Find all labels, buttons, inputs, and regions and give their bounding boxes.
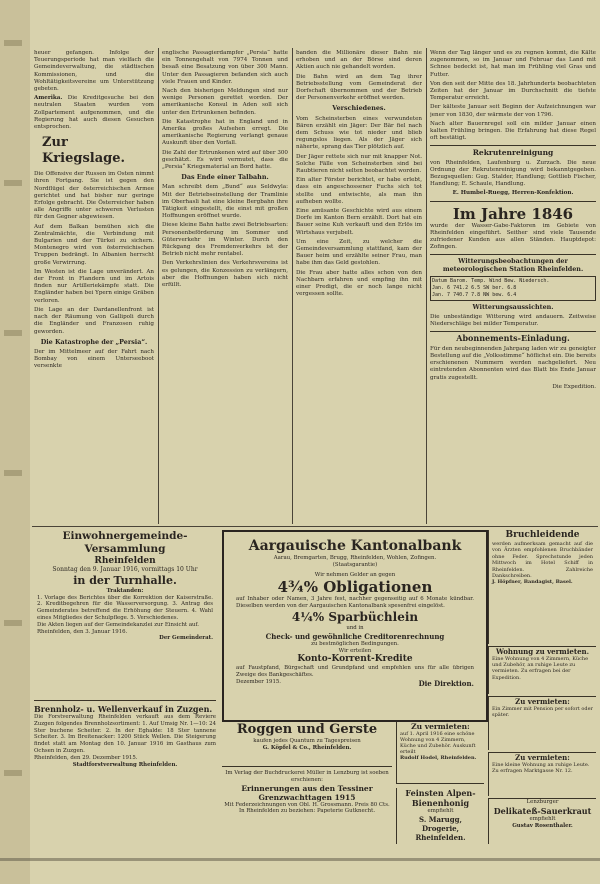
article-text: Die Lage an der Dardanellenfront ist nach der Räumung von Gallipoli durch die Engländer und Franzosen ruhig geworden.: [34, 306, 154, 335]
ad-signature: Die Expedition.: [552, 383, 596, 390]
article-label: Amerika.: [34, 95, 63, 102]
article-text: Der Jäger rettete sich nur mit knapper Not. Solche Fälle von Scheinsterben sind bei Raubtieren nicht selten beobachtet worden.: [296, 153, 422, 175]
bank-lead: Wir erteilen: [338, 647, 372, 654]
bank-text: auf Faustpfand, Bürgschaft und Grundpfand und empfehlen uns für alle übrigen Zweige des Bankgeschäftes.: [236, 665, 474, 679]
ad-title: Delikateß-Sauerkraut: [493, 805, 592, 816]
binding-margin: [0, 0, 32, 884]
ad-signature: Der Gemeinderat.: [159, 635, 213, 642]
divider: [430, 254, 596, 255]
ad-signature: Rudolf Hodel, Rheinfelden.: [400, 755, 477, 761]
weather-table-row: Jan. 6 741.2 6.5 SW ber. 6.8: [432, 284, 517, 291]
margin-strip: [4, 770, 22, 776]
section-heading: Zur Kriegslage.: [42, 135, 126, 167]
ad-text: Mit Federzeichnungen von Obl. H. Grossmann. Preis 80 Cts.: [224, 801, 390, 808]
bank-product: Konto-Korrent-Kredite: [297, 654, 413, 665]
ad-brennholz: [34, 704, 216, 850]
column-2: [162, 50, 288, 524]
ad-title: Bruchleidende: [505, 530, 580, 540]
bank-conditions: zu bestmöglichen Bedingungen.: [311, 640, 399, 647]
bank-product: Sparbüchlein: [328, 609, 419, 624]
article-text: Nach alter Bauernregel soll ein milder Januar einen kalten Frühling bringen. Die Erfahrung hat diese Regel oft bestätigt.: [430, 120, 596, 142]
ad-text: Eine Wohnung von 4 Zimmern, Küche und Zubehör, an ruhige Leute zu vermieten. Zu erfragen bei der Expedition.: [492, 656, 589, 681]
ad-text: auf 1. April 1916 eine schöne Wohnung von 4 Zimmern, Küche und Zubehör. Auskunft erteilt: [400, 731, 476, 755]
article-text: Der kälteste Januar seit Beginn der Aufzeichnungen war jener von 1830, der wärmste der von 1796.: [430, 104, 596, 118]
article-text: englische Passagierdampfer „Persia“ hatte ein Tonnengehalt von 7974 Tonnen und besaß eine Besatzung von über 300 Mann. Unter den Passagieren befanden sich auch viele Frauen und Kinder.: [162, 50, 288, 85]
weather-table-row: Jan. 7 740.7 7.8 NW bew. 6.4: [432, 291, 517, 298]
ad-place: Rheinfelden: [94, 556, 156, 566]
margin-strip: [4, 180, 22, 186]
article-text: Diese kleine Bahn hatte zwei Betriebsarten: Personenbeförderung im Sommer und Güterverkehr im Winter. Durch den Rückgang des Fremdenverkehrs ist der Betrieb nicht mehr rentabel.: [162, 222, 288, 258]
article-subheading: Die Katastrophe der „Persia“.: [40, 337, 148, 346]
margin-strip: [4, 330, 22, 336]
ad-signature: G. Köpfel & Co., Rheinfelden.: [262, 744, 352, 751]
article-subheading: Das Ende einer Talbahn.: [181, 173, 269, 182]
ad-gemeindeversammlung: [34, 530, 216, 701]
section-rule: [32, 526, 598, 527]
weather-outlook-title: Witterungsaussichten.: [472, 302, 554, 311]
column-rule: [426, 48, 427, 524]
ad-date: Sonntag den 9. Januar 1916, vormittags 10 Uhr: [52, 566, 198, 573]
ad-signature: Rheinfelden, den 3. Januar 1916.: [37, 628, 128, 635]
article-text: Die Zahl der Ertrunkenen wird auf über 300 geschätzt. Es wird vermutet, dass die „Persia“ Kriegsmaterial an Bord hatte.: [162, 149, 288, 171]
ad-text: Ein Zimmer mit Pension per sofort oder später.: [492, 706, 593, 719]
article-text: Wenn der Tag länger und es zu regnen kommt, die Kälte zugenommen, so im Januar und Februar das Land mit Schnee bedeckt ist, hat man im Frühling viel Gras und Futter.: [430, 50, 596, 78]
weather-table: [430, 276, 596, 301]
divider: [430, 201, 596, 202]
article-text: banden die Millionäre dieser Bahn nie erhoben und an der Börse sind deren Aktien auch nie gehandelt worden.: [296, 50, 422, 71]
ad-title: Zu vermieten:: [411, 722, 470, 731]
ad-vermieten-3: [488, 752, 596, 796]
newspaper-page: [30, 0, 600, 884]
bank-title: Aargauische Kantonalbank: [248, 538, 462, 554]
page-fold: [0, 858, 600, 861]
column-rule: [292, 48, 293, 524]
ad-title: Erinnerungen aus den Tessiner Grenzwachttagen 1915: [241, 783, 373, 802]
bank-lead: Wir nehmen Gelder an gegen: [314, 571, 396, 578]
ad-text: Eine kleine Wohnung an ruhige Leute. Zu erfragen Marktgasse Nr. 12.: [492, 762, 590, 775]
article-subheading: Verschiedenes.: [332, 104, 386, 113]
ad-wohnung: [488, 646, 596, 694]
article-text: Von den seit der Mitte des 18. Jahrhunderts beobachteten Zeiten hat der Januar im Durchschnitt die tiefste Temperatur erreicht.: [430, 80, 596, 102]
ad-title: Zu vermieten:: [515, 753, 570, 762]
ad-lead: Im Verlag der Buchdruckerei Müller in Lenzburg ist soeben erschienen:: [225, 770, 389, 783]
ad-signature: J. Höpfner, Bandagist, Basel.: [492, 579, 573, 586]
column-rule: [158, 48, 159, 524]
article-text: Den Verkehrslinien des Verkehrsvereins ist es gelungen, die Konzession zu verlängern, aber die Hoffnungen haben sich nicht erfüllt.: [162, 260, 288, 289]
bank-guarantee: (Staatsgarantie): [332, 561, 378, 568]
margin-strip: [4, 620, 22, 626]
ad-note: Die Akten liegen auf der Gemeindekanzlei zur Einsicht auf.: [37, 621, 200, 628]
ad-tessiner: [222, 770, 392, 842]
ad-title: Rekrutenreinigung: [472, 148, 554, 158]
weather-outlook-text: Die unbeständige Witterung wird andauern. Zeitweise Niederschläge bei milder Temperatur.: [430, 314, 596, 328]
article-text: Im Westen ist die Lage unverändert. An der Front in Flandern und im Artois finden nur Artilleriekämpfe statt. Die Engländer haben bei Ypern einige Gräben verloren.: [34, 268, 154, 304]
ad-title: Brennholz- u. Wellenverkauf in Zuzgen.: [34, 704, 213, 714]
article-text: Ein alter Förster berichtet, er habe erlebt, dass ein angeschossener Fuchs sich tot stellte und entwischte, als man ihn aufheben wollte.: [296, 177, 422, 205]
ad-text: werden aufmerksam gemacht auf die von Ärzten empfohlenen Bruchbänder ohne Feder. Sprechstunde jeden Mittwoch im Hotel Schiff in Rheinfelden. Zahlreiche Dankschreiben.: [492, 541, 593, 580]
bank-text: auf Inhaber oder Namen, 3 Jahre fest, nachher gegenseitig auf 6 Monate kündbar. Dieselben werden von der Aargauischen Kantonalbank spesenfrei eingelöst.: [236, 596, 474, 610]
ad-agenda-label: Traktanden:: [106, 587, 144, 594]
bank-and: und in: [346, 624, 364, 631]
ad-venue: in der Turnhalle.: [73, 573, 177, 587]
ad-agenda: 1. Vorlage des Berichtes über die Korrektion der Kaiserstraße. 2. Kreditbegehren für die Wasserversorgung. 3. Antrag des Gemeinderates betreffend die Erhöhung der Steuern. 4. Wahl eines Mitgliedes der Schulpflege. 5. Verschiedenes.: [37, 594, 213, 621]
ad-signature: E. Humbel-Ruegg, Herren-Konfektion.: [452, 190, 574, 197]
ad-signature: Gustav Rosenthaler.: [512, 822, 573, 829]
ad-lead: Lenzburger: [526, 799, 559, 805]
bank-offer-1: [224, 578, 486, 596]
ad-sauerkraut: [488, 798, 596, 844]
column-4: [430, 50, 596, 524]
article-text: Die Frau aber hatte alles schon von den Nachbarn erfahren und empfing ihn mit einer Predigt, die er noch lange nicht vergessen sollte.: [296, 269, 422, 298]
ad-title: Im Jahre 1846: [452, 204, 574, 223]
article-text: Die Kreditgesuche bei den neutralen Staaten wurden vom Zollpartement aufgenommen, und die Regierung hat auch diesen Gesuchen entsprochen.: [34, 95, 154, 131]
article-text: heuer gefangen. Infolge der Teuerungsperiode hat man vielfach die Gemeindeverwaltung, die städtischen Kommissionen, und die Wohltätigkeitsvereine um Unterstützung gebeten.: [34, 50, 154, 93]
ad-vermieten-2: [488, 696, 596, 750]
ad-text: empfiehlt: [529, 815, 556, 822]
article-text: Die Bahn wird an dem Tag ihrer Betriebsstellung vom Gemeinderat der Dorfschaft übernommen und der Betrieb der Personenverkehr eröffnet werden.: [296, 73, 422, 102]
ad-text: von Rheinfelden, Laufenburg u. Zurzach. Die neue Ordnung der Rekrutenreinigung wird bekanntgegeben. Bezugsquellen: Gug. Stalder, Handlung; Gottlieb Fischer, Handlung; E. Schaule, Handlung.: [430, 159, 596, 188]
bank-footer: [224, 679, 486, 688]
ad-honig: [396, 788, 484, 844]
margin-strip: [4, 40, 22, 46]
ad-signature: S. Marugg, Drogerie, Rheinfelden.: [415, 814, 466, 842]
ad-kantonalbank: [222, 530, 488, 722]
article-text: Die Katastrophe hat in England und in Amerika großes Aufsehen erregt. Die amerikanische Regierung verlangt genaue Auskunft über den Vorfall.: [162, 118, 288, 147]
article-text: Die Offensive der Russen im Osten nimmt ihren Fortgang. Sie ist gegen den Nordflügel der österreichischen Armee gerichtet und hat bisher nur geringe Erfolge gebracht. Die Österreicher haben alle Angriffe unter schweren Verlusten für den Gegner abgewiesen.: [34, 171, 154, 221]
ad-signature: Stadtforstverwaltung Rheinfelden.: [72, 761, 178, 768]
ad-text: Für den neubeginnenden Jahrgang laden wir zu geneigter Bestellung auf die „Volksstimme“ höflichst ein. Die bereits erschienenen Nummern werden nachgeliefert. Neu eintretenden Abonnenten wird das Blatt bis Ende Januar gratis zugestellt.: [430, 345, 596, 381]
ad-roggen: [222, 722, 392, 767]
bank-product: Obligationen: [323, 578, 433, 597]
ad-bruchleidende: [488, 530, 596, 644]
ad-signature: Rheinfelden, den 29. Dezember 1915.: [34, 754, 138, 761]
bank-branches: Aarau, Bremgarten, Brugg, Rheinfelden, Wohlen, Zofingen.: [273, 555, 437, 561]
ad-title: Zu vermieten:: [515, 697, 570, 706]
bank-rate: 4¾%: [277, 578, 318, 597]
ad-title: Wohnung zu vermieten.: [495, 647, 590, 656]
ad-title: Roggen und Gerste: [236, 722, 378, 737]
bank-signature: Die Direktion.: [418, 678, 474, 688]
bank-offer-2: [224, 610, 486, 625]
article-text: [34, 95, 154, 131]
divider: [430, 331, 596, 332]
ad-title: Abonnements-Einladung.: [456, 333, 570, 344]
ad-text: Die Forstverwaltung Rheinfelden verkauft aus dem Reviere Zuzgen folgendes Brennholzsortiment: 1. Auf Umsig Nr. 1—10: 24 Ster buchene Scheiter. 2. In der Eghalde: 18 Ster tannene Scheiter. 3. Im Breitenacker: 1200 Stück Wellen. Die Steigerung findet statt am Montag den 10. Januar 1916 im Gasthaus zum Ochsen in Zuzgen.: [34, 714, 216, 754]
column-1: [34, 50, 154, 524]
article-text: Man schreibt dem „Bund“ aus Seldwyla: Mit der Betriebseinstellung der Tramlinie im Oberhasli hat eine kleine Bergbahn ihre Tätigkeit eingestellt, die einst mit großen Hoffnungen eröffnet wurde.: [162, 184, 288, 220]
article-text: Um eine Zeit, zu welcher die Gemeindeversammlung stattfand, kam der Bauer heim und erzählte seiner Frau, man habe ihm das Geld gestohlen.: [296, 238, 422, 267]
article-text: Nach den bisherigen Meldungen sind nur wenige Personen gerettet worden. Der amerikanische Konsul in Aden soll sich unter den Ertrunkenen befinden.: [162, 88, 288, 116]
weather-table-header: Datum Barom. Temp. Wind Bew. Niedersch.: [432, 277, 550, 284]
ad-text: empfiehlt: [427, 808, 454, 814]
ad-title: Feinsten Alpen-Bienenhonig: [405, 788, 476, 808]
ad-vermieten-1: [396, 722, 484, 784]
bank-date: Dezember 1915.: [236, 678, 282, 685]
weather-title: Witterungsbeobachtungen der meteorologischen Station Rheinfelden.: [442, 257, 584, 273]
column-3: [296, 50, 422, 524]
ad-text: wurde der Wasser-Gabe-Faktoren im Gebiete von Rheinfelden eingeführt. Seither sind viele Tausende zufriedener Kunden aus allen Ständen. Hauptdepot: Zofingen.: [430, 222, 596, 251]
ad-text: kaufen jedes Quantum zu Tagespreisen: [253, 738, 361, 744]
article-text: Auf dem Balkan bemühen sich die Zentralmächte, die Verbindung mit Bulgarien und der Türkei zu sichern. Montenegro wird von österreichischen Truppen bedrängt. In Albanien herrscht große Verwirrung.: [34, 223, 154, 266]
article-text: Eine amüsante Geschichte wird aus einem Dorfe im Kanton Bern erzählt. Dort hat ein Bauer seine Kuh verkauft und den Erlös im Wirtshaus verjubelt.: [296, 208, 422, 236]
ad-note: In Rheinfelden zu beziehen: Papeterie Gutknecht.: [238, 808, 376, 815]
divider: [430, 145, 596, 146]
bank-rate: 4¼%: [291, 609, 325, 624]
article-text: Vom Scheinsterben eines verwundeten Bären erzählt ein Jäger: Der Bär fiel nach dem Schuss wie tot nieder und blieb regungslos liegen. Als der Jäger sich näherte, sprang das Tier plötzlich auf.: [296, 115, 422, 151]
article-text: Der im Mittelmeer auf der Fahrt nach Bombay von einem Unterseeboot versenkte: [34, 348, 154, 370]
bank-product: Check- und gewöhnliche Creditorenrechnung: [265, 631, 445, 641]
ad-title: Einwohnergemeinde-Versammlung: [62, 530, 188, 555]
margin-strip: [4, 470, 22, 476]
